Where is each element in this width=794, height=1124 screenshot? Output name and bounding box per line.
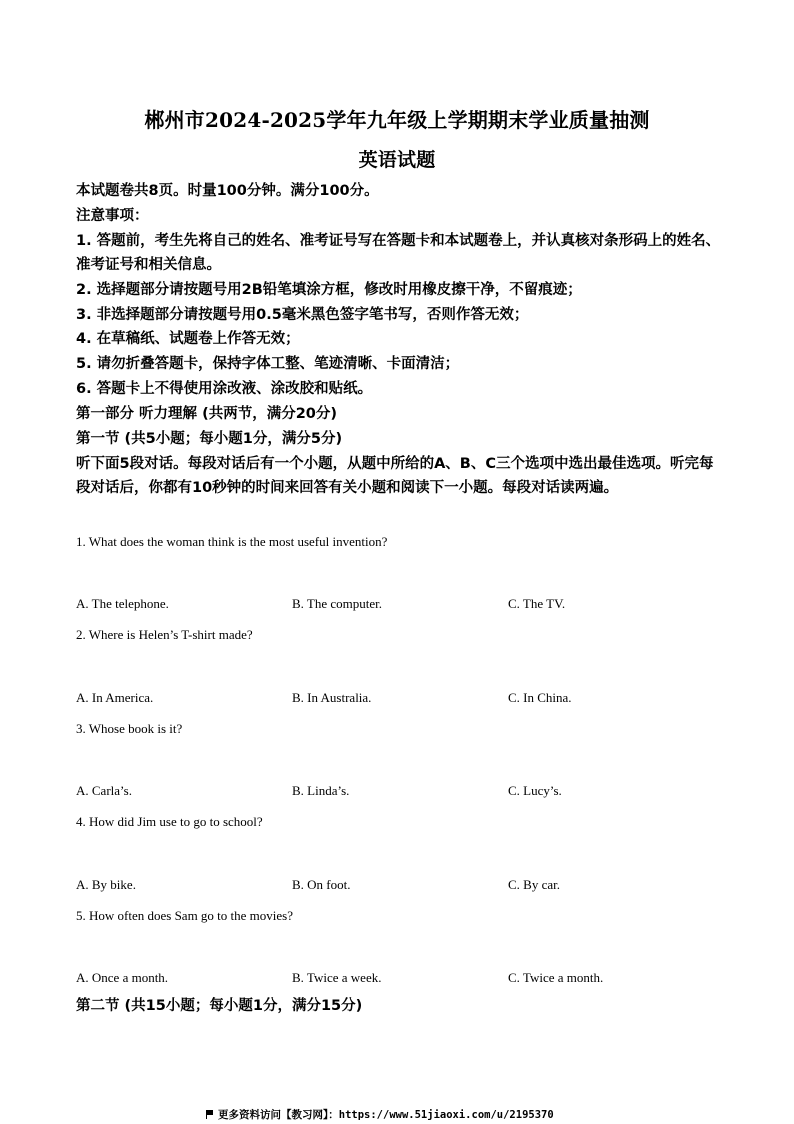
option-b: B. Linda’s. [292,783,350,798]
footer-text: 更多资料访问【教习网】：https://www.51jiaoxi.com/u/2195370 [218,1109,554,1121]
part-heading: 第一部分 听力理解 (共两节，满分20分) [76,406,338,422]
section-heading: 第二节 (共15小题；每小题1分，满分15分) [76,998,363,1014]
notice-heading: 注意事项： [76,208,149,224]
note-item: 2. 选择题部分请按题号用2B铅笔填涂方框，修改时用橡皮擦干净，不留痕迹； [76,282,582,298]
question-text: 2. Where is Helen’s T-shirt made? [76,627,253,642]
note-item: 1. 答题前，考生先将自己的姓名、准考证号写在答题卡和本试题卷上，并认真核对条形码上的姓名、准考证号和相关信息。 [76,233,721,273]
option-b: B. In Australia. [292,690,372,705]
option-b: B. On foot. [292,877,351,892]
note-item: 3. 非选择题部分请按题号用0.5毫米黑色签字笔书写，否则作答无效； [76,307,529,323]
option-c: C. In China. [508,690,572,705]
option-a: A. By bike. [76,877,136,892]
exam-info: 本试题卷共8页。时量100分钟。满分100分。 [76,183,379,199]
option-a: A. Carla’s. [76,783,132,798]
question-text: 1. What does the woman think is the most useful invention? [76,534,388,549]
option-c: C. Lucy’s. [508,783,562,798]
option-c: C. Twice a month. [508,970,604,985]
page-title: 郴州市2024-2025学年九年级上学期期末学业质量抽测 [144,108,650,132]
option-a: A. Once a month. [76,970,169,985]
option-c: C. By car. [508,877,560,892]
note-item: 4. 在草稿纸、试题卷上作答无效； [76,331,300,347]
option-a: A. In America. [76,690,154,705]
section-instructions: 听下面5段对话。每段对话后有一个小题，从题中所给的A、B、C三个选项中选出最佳选项。听完每段对话后，你都有10秒钟的时间来回答有关小题和阅读下一小题。每段对话读两遍。 [76,456,714,496]
option-a: A. The telephone. [76,596,169,611]
question-text: 4. How did Jim use to go to school? [76,814,263,829]
note-item: 5. 请勿折叠答题卡，保持字体工整、笔迹清晰、卡面清洁； [76,356,460,372]
question-text: 3. Whose book is it? [76,721,183,736]
note-item: 6. 答题卡上不得使用涂改液、涂改胶和贴纸。 [76,381,373,397]
section-heading: 第一节 (共5小题；每小题1分，满分5分) [76,431,343,447]
option-b: B. Twice a week. [292,970,382,985]
question-text: 5. How often does Sam go to the movies? [76,908,293,923]
option-c: C. The TV. [508,596,566,611]
option-b: B. The computer. [292,596,383,611]
page-subtitle: 英语试题 [358,149,436,171]
footer-link[interactable] [206,1107,554,1122]
flag-icon [206,1110,214,1119]
